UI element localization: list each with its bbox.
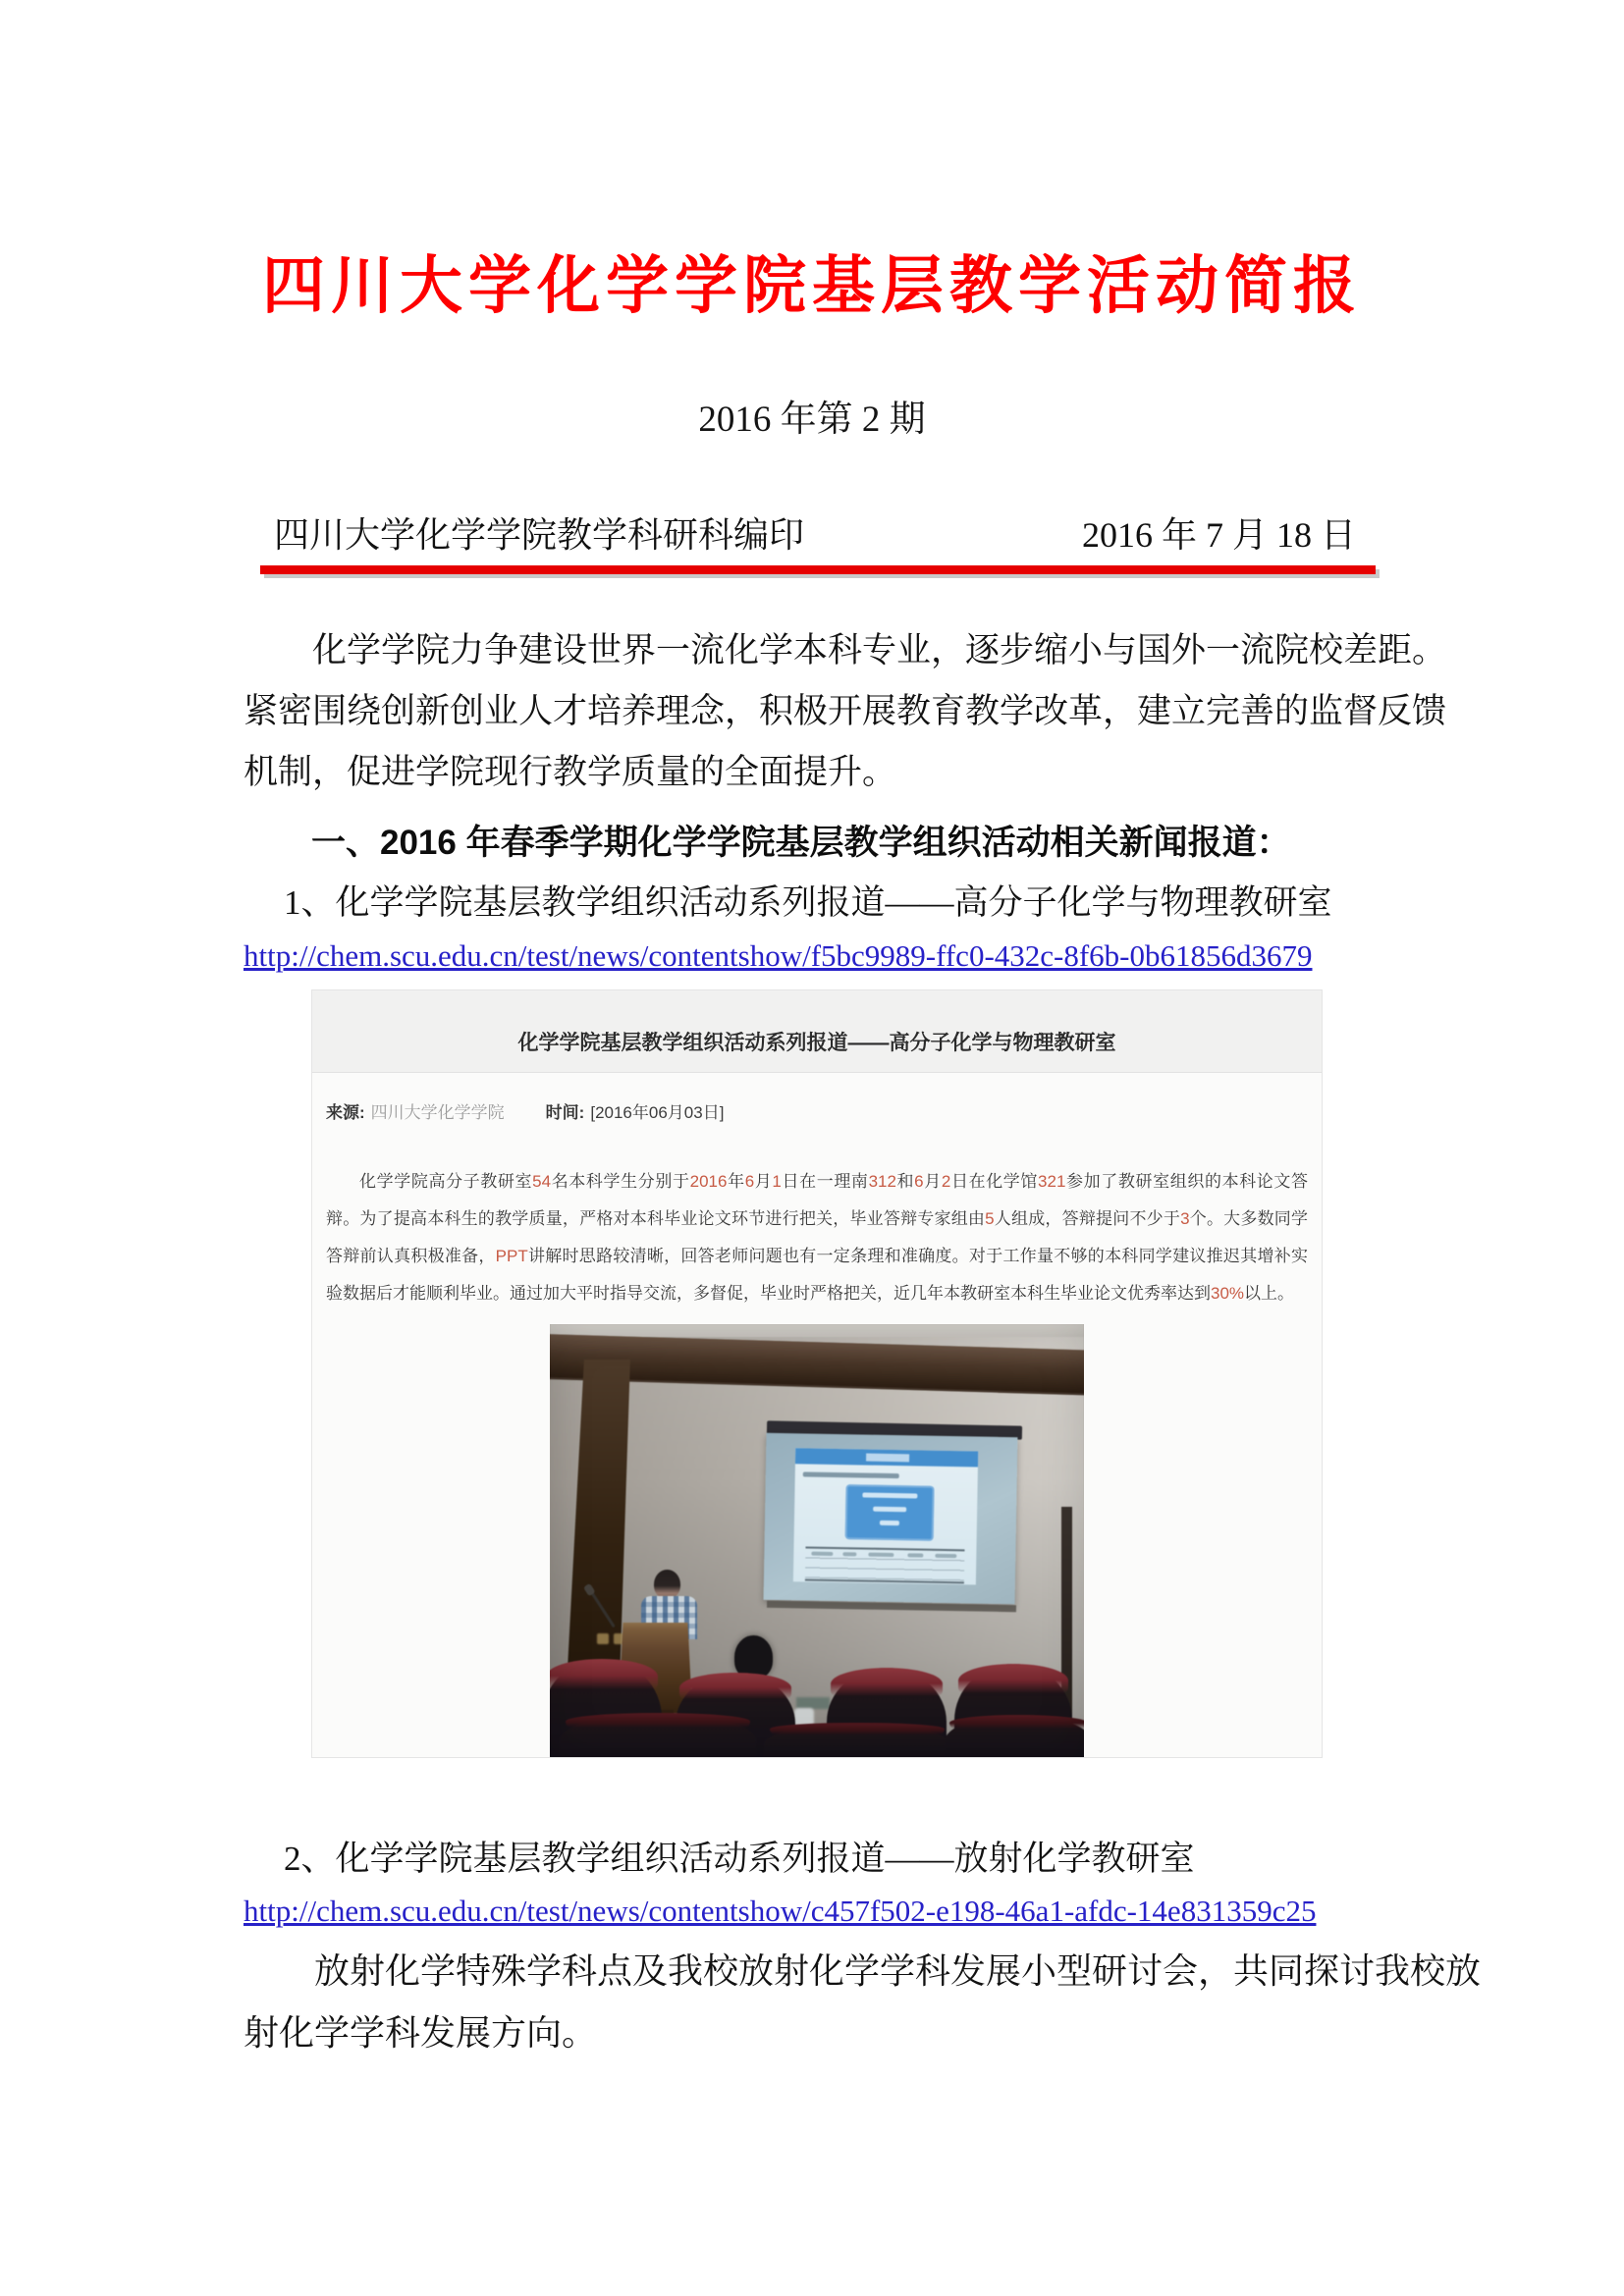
embed-article-paragraph (326, 1163, 1308, 1312)
article-segment: 54 (532, 1172, 552, 1191)
article-segment: 讲解时思路较清晰，回答老师问题也有一定条理和准确度。对于工作量不够的本科同学建议推迟其增补实验数据后才能顺利毕业。通过加大平时指导交流，多督促，毕业时严格把关，近几年本教研室本科生毕业论文优秀率达到 (326, 1247, 1309, 1303)
article-segment: PPT (495, 1247, 528, 1265)
item2-label: 2、化学学院基层教学组织活动系列报道——放射化学教研室 (284, 1840, 1195, 1878)
embed-meta-row (326, 1098, 1322, 1122)
publish-date: 2016 年 7 月 18 日 (1081, 515, 1356, 555)
item2-line: 放射化学特殊学科点及我校放射化学学科发展小型研讨会，共同探讨我校放 (244, 1951, 1482, 1991)
item1-link[interactable]: http://chem.scu.edu.cn/test/news/contentshow/f5bc9989-ffc0-432c-8f6b-0b61856d3679 (244, 938, 1313, 973)
audience-chair (764, 1723, 950, 1758)
item2-line: 射化学学科发展方向。 (244, 2013, 598, 2053)
article-segment: 312 (868, 1172, 896, 1191)
audience-chair (560, 1713, 756, 1758)
slide-title-bar (795, 1448, 978, 1467)
article-segment: 日在化学馆 (950, 1172, 1039, 1191)
projected-slide (793, 1448, 978, 1584)
article-segment: 参加了教研室组织的本科论文答辩。为了提高本科生的教学质量，严格对本科毕业论文环节进行把关，毕业答辩专家组由 (326, 1172, 1309, 1228)
intro-line: 紧密围绕创新创业人才培养理念，积极开展教育教学改革，建立完善的监督反馈 (244, 692, 1447, 730)
projector-screen (764, 1433, 1018, 1604)
embedded-webpage-screenshot (311, 989, 1323, 1758)
speaker-head (654, 1570, 680, 1599)
intro-paragraph (244, 620, 1467, 803)
article-segment: 月 (754, 1172, 773, 1191)
lecture-hall-photo (550, 1324, 1084, 1758)
article-segment: 年 (727, 1172, 745, 1191)
article-segment: 5 (985, 1209, 995, 1228)
audience-chair (945, 1715, 1084, 1758)
source-label: 来源: (326, 1103, 365, 1122)
section-heading: 一、2016 年春季学期化学学院基层教学组织活动相关新闻报道： (311, 824, 1291, 862)
article-segment: 日在一理南 (781, 1172, 869, 1191)
slide-table (805, 1546, 965, 1583)
article-segment: 名本科学生分别于 (551, 1172, 690, 1191)
masthead (260, 507, 1376, 561)
article-segment: 6 (914, 1172, 924, 1191)
intro-line: 化学学院力争建设世界一流化学本科专业，逐步缩小与国外一流院校差距。 (244, 631, 1447, 669)
time-label: 时间: (545, 1103, 585, 1122)
article-segment: 以上。 (1244, 1284, 1295, 1303)
ceiling (550, 1324, 1084, 1337)
masthead-rule (260, 565, 1376, 574)
embed-header (312, 990, 1322, 1073)
article-segment: 月 (923, 1172, 942, 1191)
item2-paragraph (244, 1941, 1482, 2064)
embed-article-title: 化学学院基层教学组织活动系列报道——高分子化学与物理教研室 (517, 1032, 1116, 1054)
article-segment: 2016 (689, 1172, 728, 1191)
issue-subtitle: 2016 年第 2 期 (698, 400, 926, 440)
article-segment: 321 (1038, 1172, 1066, 1191)
article-segment: 3 (1180, 1209, 1190, 1228)
publisher-label: 四川大学化学学院教学科研科编印 (274, 515, 805, 555)
article-segment: 30% (1211, 1284, 1245, 1303)
intro-line: 机制，促进学院现行教学质量的全面提升。 (244, 753, 897, 791)
source-value: 四川大学化学学院 (370, 1103, 505, 1122)
item2-link[interactable]: http://chem.scu.edu.cn/test/news/contentshow/c457f502-e198-46a1-afdc-14e831359c25 (244, 1894, 1317, 1928)
item1-label: 1、化学学院基层教学组织活动系列报道——高分子化学与物理教研室 (284, 883, 1332, 922)
article-segment: 6 (744, 1172, 755, 1191)
article-segment: 和 (895, 1172, 915, 1191)
article-segment: 人组成，答辩提问不少于 (994, 1209, 1181, 1228)
article-segment: 个。大多数同学答辩前认真积极准备， (326, 1209, 1309, 1265)
slide-blue-box (845, 1484, 935, 1541)
article-segment: 化学学院高分子教研室 (359, 1172, 533, 1191)
document-title: 四川大学化学学院基层教学活动简报 (262, 250, 1362, 321)
article-segment: 2 (941, 1172, 951, 1191)
time-value: [2016年06月03日] (590, 1103, 725, 1122)
article-segment: 1 (772, 1172, 782, 1191)
